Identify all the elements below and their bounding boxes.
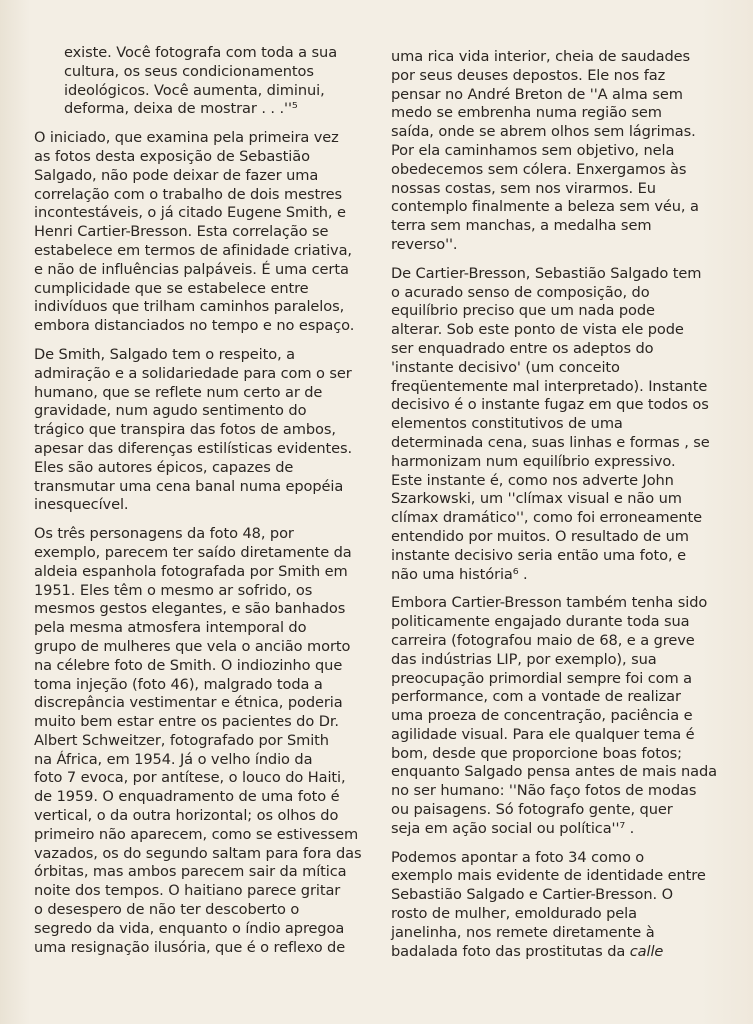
text-line: primeiro não aparecem, como se estivessem bbox=[34, 825, 359, 843]
text-line: entendido por muitos. O resultado de um bbox=[391, 527, 689, 545]
text-line: Por ela caminhamos sem objetivo, nela bbox=[391, 141, 675, 159]
text-line: bom, desde que proporcione boas fotos; bbox=[391, 744, 682, 762]
text-line: grupo de mulheres que vela o ancião morto bbox=[34, 637, 351, 655]
text-line: toma injeção (foto 46), malgrado toda a bbox=[34, 675, 323, 693]
text-line: seja em ação social ou política''⁷ . bbox=[391, 819, 635, 837]
text-line: humano, que se reflete num certo ar de bbox=[34, 383, 323, 401]
text-line: Sebastião Salgado e Cartier-Bresson. O bbox=[391, 886, 673, 904]
text-line: carreira (fotografou maio de 68, e a greve bbox=[391, 631, 695, 649]
text-line: cultura, os seus condicionamentos bbox=[64, 62, 314, 80]
text-line: determinada cena, suas linhas e formas , se bbox=[391, 433, 710, 451]
text-line: não uma história⁶ . bbox=[391, 565, 528, 583]
text-line: Szarkowski, um ''clímax visual e não um bbox=[391, 490, 682, 508]
text-line: trágico que transpira das fotos de ambos, bbox=[34, 421, 336, 439]
text-line: instante decisivo seria então uma foto, e bbox=[391, 546, 686, 564]
text-line: terra sem manchas, a medalha sem bbox=[391, 217, 652, 235]
paragraph bbox=[391, 849, 721, 962]
text-line: uma proeza de concentração, paciência e bbox=[391, 707, 693, 725]
text-line: equilíbrio preciso que um nada pode bbox=[391, 302, 655, 320]
text-line: badalada foto das prostitutas da calle bbox=[391, 942, 664, 960]
text-line: noite dos tempos. O haitiano parece gritar bbox=[34, 882, 341, 900]
text-line: correlação com o trabalho de dois mestres bbox=[34, 185, 343, 203]
text-line: discrepância vestimentar e étnica, poderia bbox=[34, 694, 343, 712]
text-line: aldeia espanhola fotografada por Smith em bbox=[34, 562, 348, 580]
text-line: Embora Cartier-Bresson também tenha sido bbox=[391, 594, 708, 612]
text-line: rosto de mulher, emoldurado pela bbox=[391, 905, 637, 923]
text-line: o acurado senso de composição, do bbox=[391, 283, 650, 301]
text-line: embora distanciados no tempo e no espaço. bbox=[34, 317, 355, 335]
text-line: politicamente engajado durante toda sua bbox=[391, 613, 690, 631]
text-line: órbitas, mas ambos parecem sair da mítica bbox=[34, 863, 347, 881]
text-line: obedecemos sem cólera. Enxergamos às bbox=[391, 160, 687, 178]
text-line: pela mesma atmosfera intemporal do bbox=[34, 619, 307, 637]
text-line: contemplo finalmente a beleza sem véu, a bbox=[391, 198, 699, 216]
text-line: mesmos gestos elegantes, e são banhados bbox=[34, 600, 346, 618]
paragraph bbox=[34, 129, 370, 336]
text-line: exemplo, parecem ter saído diretamente da bbox=[34, 543, 352, 561]
text-line: na célebre foto de Smith. O indiozinho que bbox=[34, 656, 343, 674]
text-line: na África, em 1954. Já o velho índio da bbox=[34, 750, 313, 768]
quote-continuation bbox=[34, 44, 370, 119]
text-line: existe. Você fotografa com toda a sua bbox=[64, 44, 338, 61]
paragraph bbox=[391, 265, 721, 585]
text-line: estabelece em termos de afinidade criativa, bbox=[34, 241, 352, 259]
paragraph bbox=[34, 346, 370, 515]
text-line: e não de influências palpáveis. É uma certa bbox=[34, 260, 349, 278]
paragraph bbox=[34, 525, 370, 957]
text-line: De Smith, Salgado tem o respeito, a bbox=[34, 345, 295, 363]
text-line: deforma, deixa de mostrar . . .''⁵ bbox=[64, 100, 298, 118]
text-line: cumplicidade que se estabelece entre bbox=[34, 279, 309, 297]
text-line: vazados, os do segundo saltam para fora das bbox=[34, 844, 362, 862]
text-line: exemplo mais evidente de identidade entre bbox=[391, 867, 706, 885]
text-line: inesquecível. bbox=[34, 496, 129, 514]
text-line: O iniciado, que examina pela primeira vez bbox=[34, 129, 339, 147]
text-line: clímax dramático'', como foi erroneamente bbox=[391, 509, 703, 527]
left-column bbox=[34, 44, 370, 967]
text-line: harmonizam num equilíbrio expressivo. bbox=[391, 452, 676, 470]
text-line: ideológicos. Você aumenta, diminui, bbox=[64, 81, 325, 99]
text-line: o desespero de não ter descoberto o bbox=[34, 901, 300, 919]
text-line: 1951. Eles têm o mesmo ar sofrido, os bbox=[34, 581, 313, 599]
text-line: das indústrias LIP, por exemplo), sua bbox=[391, 650, 657, 668]
text-line: decisivo é o instante fugaz em que todos os bbox=[391, 396, 709, 414]
text-line: segredo da vida, enquanto o índio apregoa bbox=[34, 919, 345, 937]
text-line: ser enquadrado entre os adeptos do bbox=[391, 339, 654, 357]
text-line: foto 7 evoca, por antítese, o louco do Haiti, bbox=[34, 769, 346, 787]
text-line: incontestáveis, o já citado Eugene Smith, e bbox=[34, 204, 346, 222]
text-line: Eles são autores épicos, capazes de bbox=[34, 458, 294, 476]
text-line: medo se embrenha numa região sem bbox=[391, 104, 662, 122]
text-line: saída, onde se abrem olhos sem lágrimas. bbox=[391, 123, 696, 141]
text-line: muito bem estar entre os pacientes do Dr. bbox=[34, 713, 339, 731]
text-line: Este instante é, como nos adverte John bbox=[391, 471, 674, 489]
text-line: apesar das diferenças estilísticas evidentes. bbox=[34, 439, 353, 457]
text-line: uma resignação ilusória, que é o reflexo de bbox=[34, 938, 346, 956]
text-line: indivíduos que trilham caminhos paralelos, bbox=[34, 298, 345, 316]
text-line: de 1959. O enquadramento de uma foto é bbox=[34, 788, 340, 806]
right-column bbox=[391, 48, 721, 971]
text-line: Henri Cartier-Bresson. Esta correlação se bbox=[34, 223, 329, 241]
text-line: vertical, o da outra horizontal; os olhos do bbox=[34, 807, 339, 825]
text-line: 'instante decisivo' (um conceito bbox=[391, 358, 620, 376]
text-line: preocupação primordial sempre foi com a bbox=[391, 669, 692, 687]
paragraph bbox=[391, 594, 721, 838]
text-line: uma rica vida interior, cheia de saudades bbox=[391, 48, 691, 65]
text-line: Os três personagens da foto 48, por bbox=[34, 525, 294, 543]
text-line: performance, com a vontade de realizar bbox=[391, 688, 681, 706]
text-line: agilidade visual. Para ele qualquer tema é bbox=[391, 725, 695, 743]
text-line: as fotos desta exposição de Sebastião bbox=[34, 147, 310, 165]
text-line: gravidade, num agudo sentimento do bbox=[34, 402, 307, 420]
text-line: De Cartier-Bresson, Sebastião Salgado tem bbox=[391, 264, 702, 282]
text-line: por seus deuses depostos. Ele nos faz bbox=[391, 66, 666, 84]
text-line: Salgado, não pode deixar de fazer uma bbox=[34, 166, 319, 184]
text-line: ou paisagens. Só fotografo gente, quer bbox=[391, 801, 673, 819]
text-line: elementos constitutivos de uma bbox=[391, 415, 623, 433]
text-line: janelinha, nos remete diretamente à bbox=[391, 923, 655, 941]
italic-word: calle bbox=[629, 942, 664, 960]
text-line: enquanto Salgado pensa antes de mais nada bbox=[391, 763, 717, 781]
text-line: no ser humano: ''Não faço fotos de modas bbox=[391, 782, 697, 800]
text-line: Podemos apontar a foto 34 como o bbox=[391, 848, 645, 866]
text-line: transmutar uma cena banal numa epopéia bbox=[34, 477, 344, 495]
text-line: admiração e a solidariedade para com o ser bbox=[34, 364, 352, 382]
text-line: nossas costas, sem nos virarmos. Eu bbox=[391, 179, 656, 197]
text-line: reverso''. bbox=[391, 235, 458, 253]
text-line: pensar no André Breton de ''A alma sem bbox=[391, 85, 683, 103]
text-line: Albert Schweitzer, fotografado por Smith bbox=[34, 731, 329, 749]
text-line: alterar. Sob este ponto de vista ele pode bbox=[391, 321, 684, 339]
paragraph bbox=[391, 48, 721, 255]
text-line: freqüentemente mal interpretado). Instante bbox=[391, 377, 708, 395]
